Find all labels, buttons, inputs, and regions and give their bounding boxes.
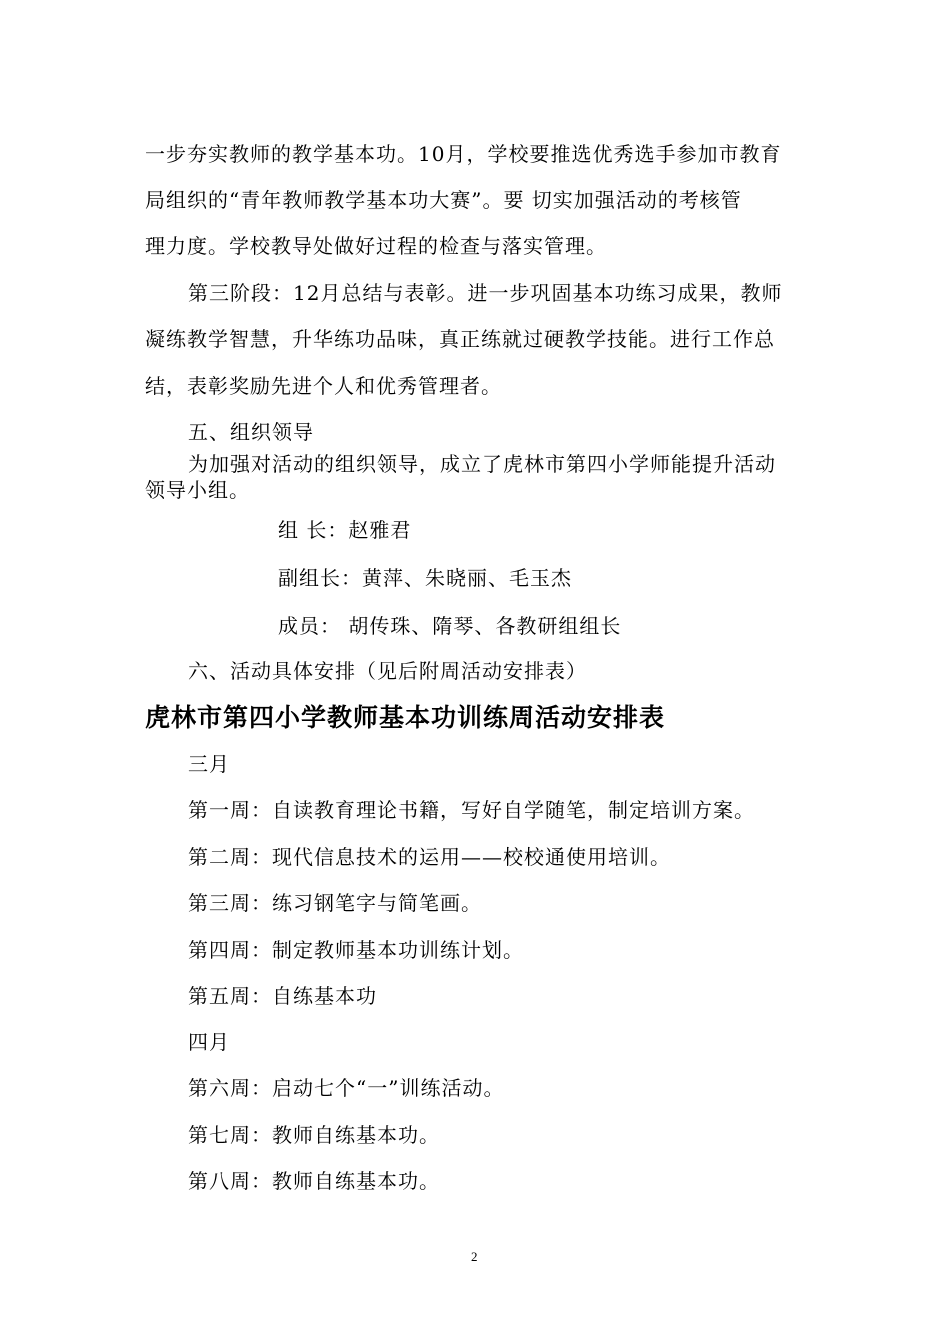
paragraph-line: 理力度。学校教导处做好过程的检查与落实管理。	[145, 234, 607, 258]
paragraph-line: 第三阶段：12月总结与表彰。进一步巩固基本功练习成果，教师	[188, 281, 783, 305]
paragraph-line: 一步夯实教师的教学基本功。10月，学校要推选优秀选手参加市教育	[145, 142, 782, 166]
schedule-item: 第三周：练习钢笔字与简笔画。	[188, 891, 482, 915]
page-number: 2	[471, 1249, 478, 1264]
schedule-title: 虎林市第四小学教师基本功训练周活动安排表	[145, 703, 666, 732]
schedule-item: 第五周：自练基本功	[188, 984, 377, 1008]
paragraph-line: 领导小组。	[145, 478, 250, 502]
leader-row: 组 长：赵雅君	[278, 518, 412, 542]
schedule-item: 第八周：教师自练基本功。	[188, 1169, 440, 1193]
schedule-item: 第四周：制定教师基本功训练计划。	[188, 938, 524, 962]
paragraph-line: 局组织的“青年教师教学基本功大赛”。要 切实加强活动的考核管	[145, 188, 742, 212]
paragraph-line: 为加强对活动的组织领导，成立了虎林市第四小学师能提升活动	[188, 452, 776, 476]
schedule-item: 第七周：教师自练基本功。	[188, 1123, 440, 1147]
paragraph-line: 凝练教学智慧，升华练功品味，真正练就过硬教学技能。进行工作总	[145, 327, 775, 351]
schedule-item: 第二周：现代信息技术的运用——校校通使用培训。	[188, 845, 671, 869]
month-heading: 三月	[188, 752, 230, 776]
schedule-item: 第六周：启动七个“一”训练活动。	[188, 1076, 505, 1100]
section-heading: 五、组织领导	[188, 420, 314, 444]
members-row: 成员： 胡传珠、隋琴、各教研组组长	[278, 614, 622, 638]
month-heading: 四月	[188, 1030, 230, 1054]
deputy-leader-row: 副组长：黄萍、朱晓丽、毛玉杰	[278, 566, 572, 590]
paragraph-line: 结，表彰奖励先进个人和优秀管理者。	[145, 374, 502, 398]
section-heading: 六、活动具体安排（见后附周活动安排表）	[188, 659, 587, 683]
schedule-item: 第一周：自读教育理论书籍，写好自学随笔，制定培训方案。	[188, 798, 755, 822]
